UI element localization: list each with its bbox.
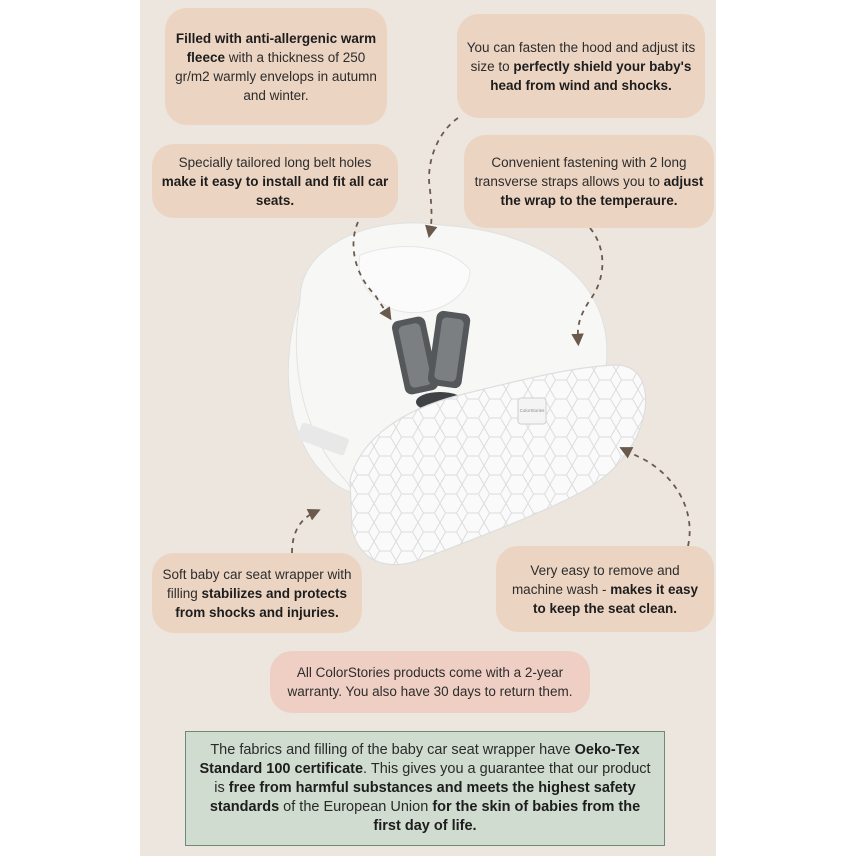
- callout-fleece: [165, 8, 387, 125]
- arrow-wash: [625, 450, 690, 546]
- callout-warranty: [270, 651, 590, 713]
- certificate-text-2: . This gives you a guarantee that our product is: [214, 761, 651, 796]
- callout-belt: [152, 144, 398, 218]
- callout-straps: [464, 135, 714, 228]
- callout-wash-bold: makes it easy to keep the seat clean.: [532, 581, 699, 616]
- callout-wash-text: Very easy to remove and machine wash -: [511, 562, 680, 597]
- callout-warranty-text: All ColorStories products come with a 2-year warranty. You also have 30 days to return them.: [287, 665, 573, 699]
- arrow-soft: [292, 512, 315, 553]
- callout-soft-bold: stabilizes and protects from shocks and injuries.: [175, 585, 348, 620]
- certificate-box: [185, 731, 665, 846]
- callout-fleece-bold: Filled with anti-allergenic warm fleece: [175, 30, 377, 65]
- callout-hood-text: You can fasten the hood and adjust its size to: [466, 39, 696, 74]
- callout-hood: [457, 14, 705, 118]
- callout-belt-text: Specially tailored long belt holes: [178, 154, 372, 170]
- callout-fleece-text: with a thickness of 250 gr/m2 warmly envelops in autumn and winter.: [175, 49, 377, 103]
- callout-belt-bold: make it easy to install and fit all car seats.: [161, 173, 389, 208]
- certificate-text-1: The fabrics and filling of the baby car seat wrapper have: [210, 742, 575, 758]
- certificate-bold-3: for the skin of babies from the first day of life.: [373, 799, 641, 834]
- certificate-text-3: of the European Union: [279, 799, 433, 815]
- callout-straps-text: Convenient fastening with 2 long transverse straps allows you to: [474, 155, 687, 189]
- callout-straps-bold: adjust the wrap to the temperaure.: [500, 174, 704, 208]
- callout-soft: [152, 553, 362, 633]
- brand-label: ColorStories: [519, 408, 545, 413]
- arrow-hood: [429, 118, 458, 232]
- certificate-bold-1: Oeko-Tex Standard 100 certificate: [199, 742, 640, 777]
- certificate-bold-2: free from harmful substances and meets the highest safety standards: [209, 780, 636, 815]
- callout-wash: [496, 546, 714, 632]
- callout-hood-bold: perfectly shield your baby's head from wind and shocks.: [490, 58, 692, 93]
- callout-soft-text: Soft baby car seat wrapper with filling: [162, 566, 352, 601]
